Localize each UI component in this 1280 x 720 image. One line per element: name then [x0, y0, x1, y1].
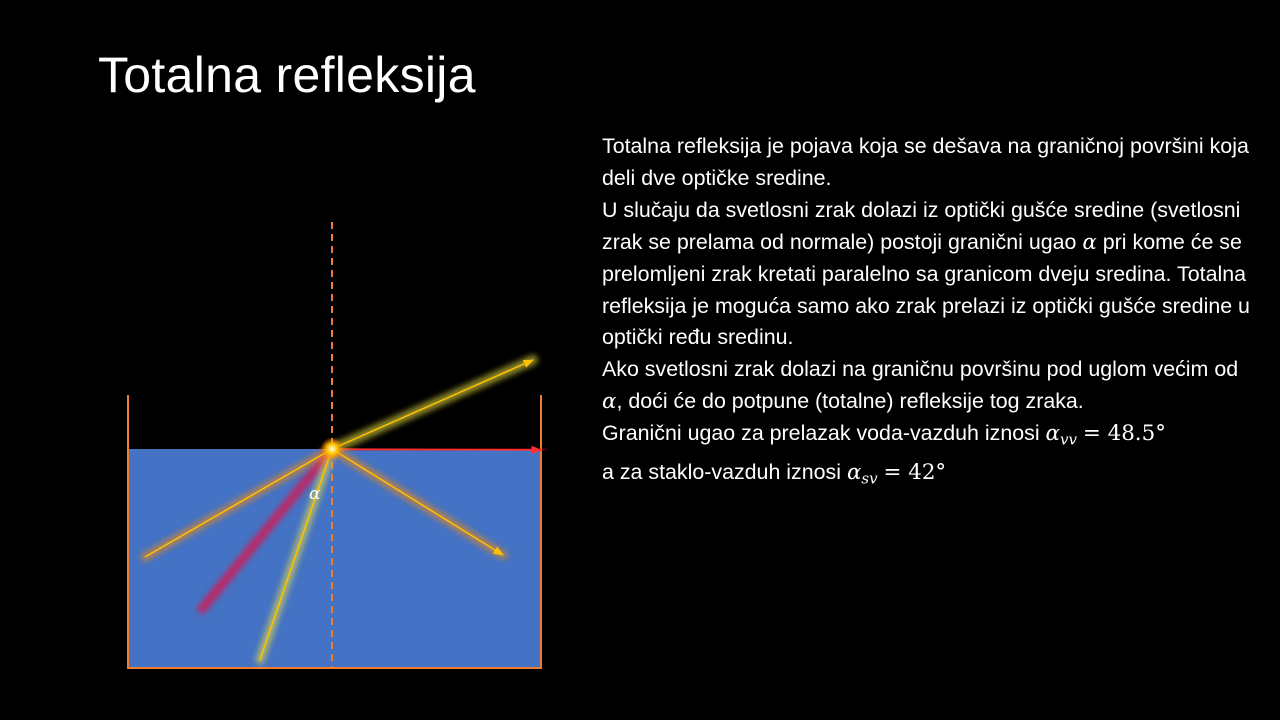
angle-label: α	[309, 484, 321, 504]
incidence-point	[320, 437, 344, 461]
text-segment: , doći će do potpune (totalne) refleksije tog zraka.	[616, 389, 1084, 414]
formula-water-air	[1045, 421, 1077, 449]
slide-title: Totalna refleksija	[98, 47, 476, 103]
subscript: vv	[1059, 430, 1077, 449]
paragraph-total-reflection	[602, 354, 1252, 418]
paragraph-definition: Totalna refleksija je pojava koja se dešava na graničnoj površini koja deli dve optičke sredine.	[602, 134, 1249, 190]
alpha-symbol: α	[1045, 421, 1060, 447]
paragraph-critical-angle	[602, 195, 1252, 355]
text-segment: pri kome će se prelomljeni zrak kretati paralelno sa granicom dveju sredina. Totalna refleksija je moguća samo ako zrak prelazi iz optički gušće sredine u optički ređu sredinu.	[602, 229, 1250, 350]
alpha-symbol: α	[846, 459, 862, 485]
text-segment: Ako svetlosni zrak dolazi na graničnu površinu pod uglom većim od	[602, 357, 1239, 382]
formula-value: = 48.5°	[1082, 421, 1166, 447]
formula-value: = 42°	[883, 459, 947, 485]
alpha-symbol: α	[1082, 229, 1097, 255]
water-body	[128, 449, 541, 668]
refraction-diagram	[0, 0, 600, 720]
text-segment: a za staklo-vazduh iznosi	[602, 459, 841, 484]
body-text	[602, 131, 1252, 495]
formula-glass-air	[846, 459, 878, 488]
alpha-symbol: α	[602, 389, 617, 415]
paragraph-values	[602, 418, 1252, 495]
text-segment: U slučaju da svetlosni zrak dolazi iz optički gušće sredine (svetlosni zrak se prelama od normale) postoji granični ugao	[602, 197, 1241, 254]
subscript: sv	[861, 469, 878, 488]
text-segment: Granični ugao za prelazak voda-vazduh iznosi	[602, 421, 1040, 446]
